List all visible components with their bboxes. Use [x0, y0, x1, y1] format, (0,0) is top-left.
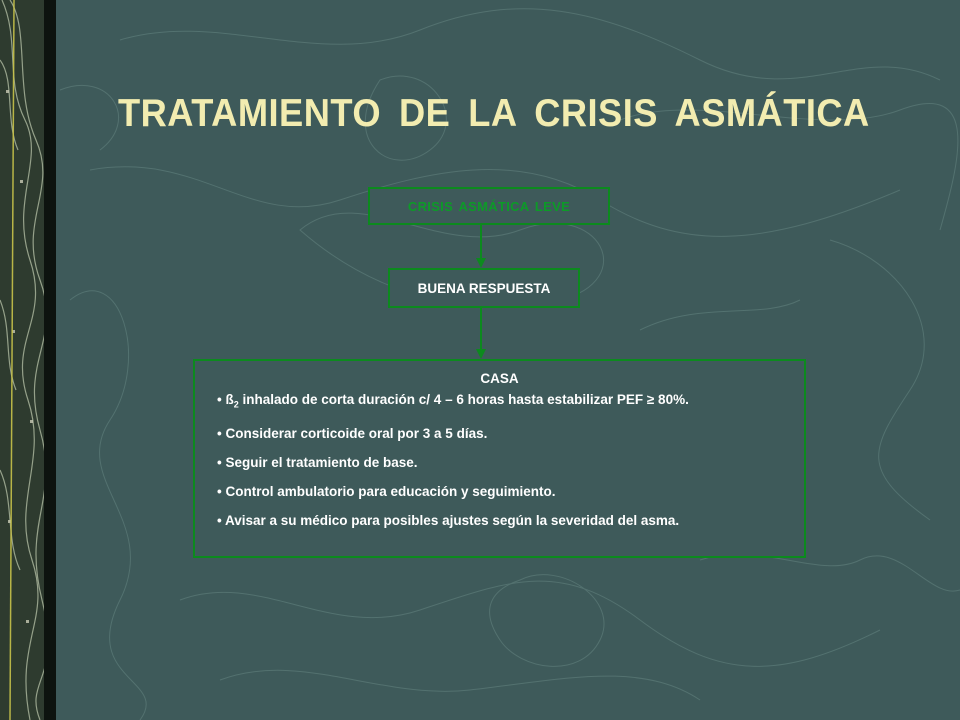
bullet-icon: • — [217, 392, 222, 407]
good-response-box — [388, 268, 580, 308]
arrow-down-2 — [475, 308, 487, 359]
treatment-item-text: Avisar a su médico para posibles ajustes según la severidad del asma. — [224, 512, 680, 528]
mild-crisis-box — [368, 187, 610, 225]
home-treatment-box — [193, 359, 806, 558]
bullet-icon: • — [217, 425, 222, 441]
topographic-map-strip — [0, 0, 56, 720]
home-heading: CASA — [480, 371, 519, 386]
bullet-icon: • — [217, 483, 222, 499]
mild-crisis-label: CRISIS ASMÁTICA LEVE — [407, 198, 571, 214]
treatment-item — [217, 513, 804, 529]
treatment-item — [217, 392, 804, 413]
treatment-item-text: Considerar corticoide oral por 3 a 5 días. — [225, 425, 488, 441]
arrow-down-1 — [475, 225, 487, 268]
treatment-item — [217, 455, 804, 471]
slide-title: TRATAMIENTO DE LA CRISIS ASMÁTICA — [118, 92, 870, 135]
treatment-item-text: Seguir el tratamiento de base. — [225, 454, 418, 470]
bullet-icon: • — [217, 454, 222, 470]
beta-subscript: 2 — [233, 399, 239, 410]
treatment-item-text: inhalado de corta duración c/ 4 – 6 horas hasta estabilizar PEF ≥ 80%. — [238, 392, 689, 407]
treatment-item — [217, 426, 804, 442]
beta-symbol: ß — [225, 392, 234, 407]
treatment-item-text: Control ambulatorio para educación y seguimiento. — [225, 483, 556, 499]
bullet-icon: • — [217, 512, 222, 528]
treatment-list — [217, 392, 804, 529]
treatment-item — [217, 484, 804, 500]
good-response-label: BUENA RESPUESTA — [417, 280, 551, 296]
